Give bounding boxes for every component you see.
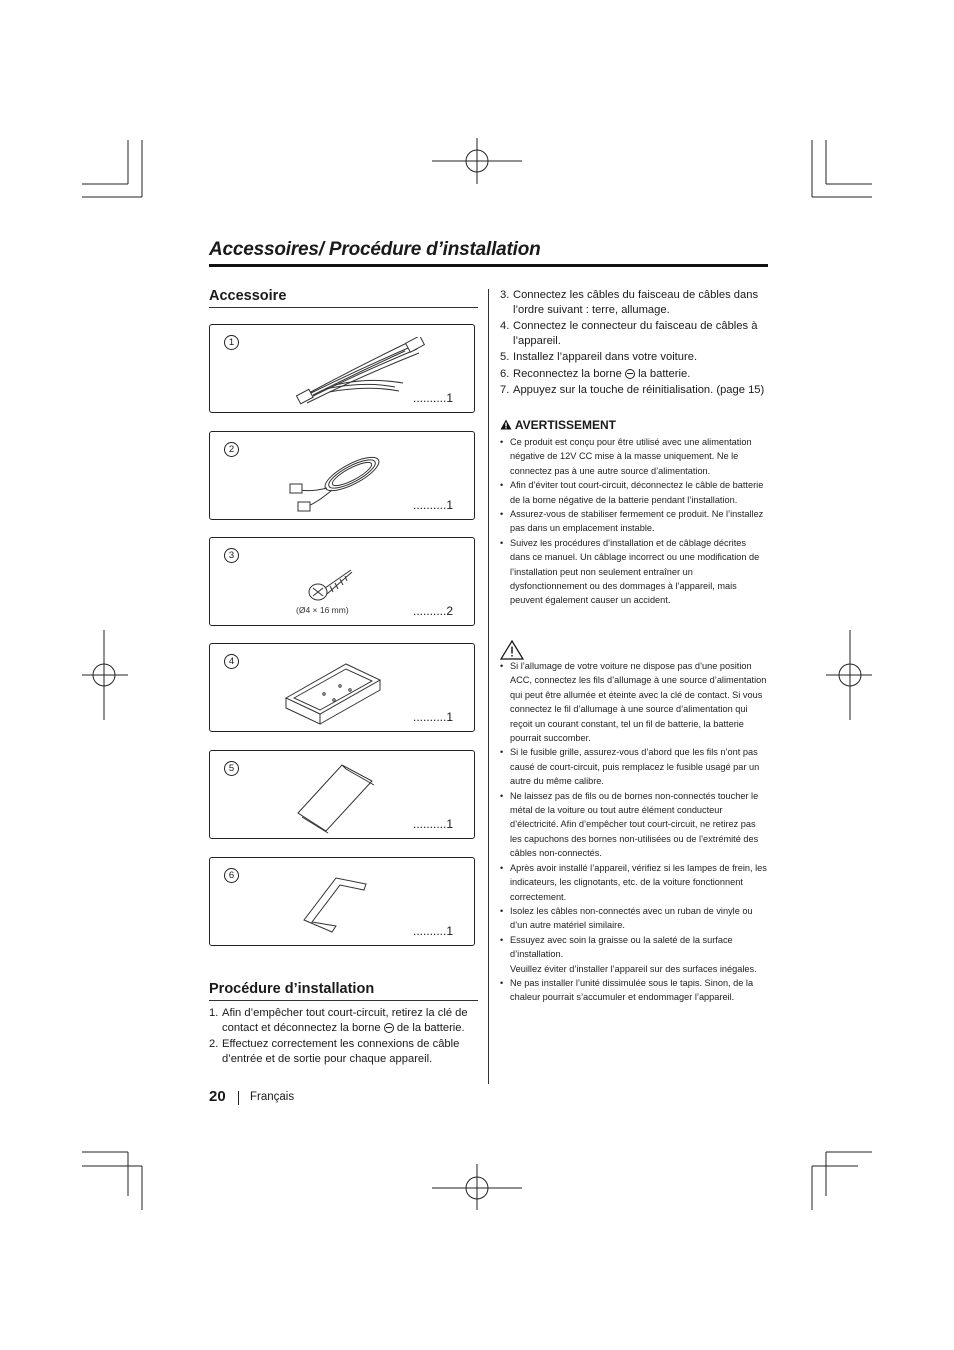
list-item: • Après avoir installé l’appareil, vérifiez si les lampes de frein, les indicateurs, les clignotants, etc. de la voiture fonctionnent correctement. bbox=[500, 861, 768, 904]
item-quantity: ..........1 bbox=[412, 710, 453, 724]
page-title: Accessoires/ Procédure d’installation bbox=[209, 239, 541, 260]
list-item: • Ce produit est conçu pour être utilisé avec une alimentation négative de 12V CC mise à la masse uniquement. Ne le connectez pas à une autre source d’alimentation. bbox=[500, 435, 768, 478]
caution-list bbox=[500, 659, 768, 1005]
list-item: • Afin d’éviter tout court-circuit, déconnectez le câble de batterie de la borne négative de la batterie pendant l’installation. bbox=[500, 478, 768, 507]
removal-tool-icon bbox=[302, 876, 372, 936]
accessoire-rule bbox=[209, 307, 478, 308]
list-item: • Ne laissez pas de fils ou de bornes non-connectés toucher le métal de la voiture ou tout autre élément conducteur d’électricité. Afin d’empêcher tout court-circuit, ne retirez pas les capuchons des bornes non-utilisées ou de l’extrémité des câbles non-connectés. bbox=[500, 789, 768, 861]
list-item: • Essuyez avec soin la graisse ou la saleté de la surface d’installation. Veuillez éviter d’installer l’appareil sur des surfaces inégales. bbox=[500, 933, 768, 976]
wiring-harness-icon bbox=[295, 337, 425, 405]
item-number: 4 bbox=[224, 654, 239, 669]
avertissement-list bbox=[500, 435, 768, 608]
mounting-sleeve-icon bbox=[284, 660, 384, 726]
warning-icon bbox=[500, 419, 512, 430]
step-item: 3. Connectez les câbles du faisceau de câbles dans l’ordre suivant : terre, allumage. bbox=[500, 289, 759, 316]
screw-size-note: (Ø4 × 16 mm) bbox=[296, 605, 349, 615]
title-rule bbox=[209, 264, 768, 267]
procedure-heading: Procédure d’installation bbox=[209, 981, 375, 997]
accessory-item-6 bbox=[209, 857, 475, 946]
step-item: 7. Appuyez sur la touche de réinitialisation. (page 15) bbox=[500, 384, 765, 396]
item-quantity: ..........1 bbox=[412, 817, 453, 831]
avertissement-heading: AVERTISSEMENT bbox=[500, 418, 616, 432]
accessory-item-4 bbox=[209, 643, 475, 732]
list-item: • Si le fusible grille, assurez-vous d’abord que les fils n’ont pas causé de court-circuit, puis remplacez le fusible usagé par un autre du même calibre. bbox=[500, 745, 768, 788]
item-number: 5 bbox=[224, 761, 239, 776]
column-divider bbox=[488, 289, 489, 1084]
item-quantity: ..........1 bbox=[412, 498, 453, 512]
manual-booklet-icon bbox=[296, 763, 376, 835]
procedure-steps-right bbox=[500, 288, 768, 400]
accessoire-heading: Accessoire bbox=[209, 288, 287, 304]
step-item: 2. Effectuez correctement les connexions de câble d’entrée et de sortie pour chaque appareil. bbox=[209, 1038, 460, 1065]
list-item: • Si l’allumage de votre voiture ne dispose pas d’une position ACC, connectez les fils d’allumage à une source d’alimentation qui peut être allumée et éteinte avec la clé de contact. Si vous connectez le fil d’allumage à une source d’alimentation qui reçoit un courant constant, tel un fil de batterie, la batterie pourrait succomber. bbox=[500, 659, 768, 745]
list-item: • Isolez les câbles non-connectés avec un ruban de vinyle ou d’un autre matériel similaire. bbox=[500, 904, 768, 933]
item-number: 2 bbox=[224, 442, 239, 457]
list-item: • Ne pas installer l’unité dissimulée sous le tapis. Sinon, de la chaleur pourrait s’accumuler et endommager l’appareil. bbox=[500, 976, 768, 1005]
extension-cable-icon bbox=[282, 446, 392, 516]
procedure-steps-left bbox=[209, 1006, 475, 1068]
accessory-item-1 bbox=[209, 324, 475, 413]
caution-icon bbox=[500, 640, 524, 660]
page-number: 20 bbox=[209, 1088, 226, 1105]
negative-terminal-icon bbox=[384, 1023, 394, 1033]
step-item: 5. Installez l’appareil dans votre voiture. bbox=[500, 351, 698, 363]
step-item: 1. Afin d’empêcher tout court-circuit, retirez la clé de contact et déconnectez la borne de la batterie. bbox=[209, 1007, 468, 1034]
step-item: 6. Reconnectez la borne la batterie. bbox=[500, 367, 691, 380]
item-quantity: ..........1 bbox=[412, 924, 453, 938]
list-item: • Suivez les procédures d’installation et de câblage décrites dans ce manuel. Un câblage incorrect ou une modification de l’installation peut non seulement entraîner un dysfonctionnement ou des dommages à l’appareil, mais peuvent également causer un accident. bbox=[500, 536, 768, 608]
item-number: 6 bbox=[224, 868, 239, 883]
procedure-rule bbox=[209, 1000, 478, 1001]
accessory-item-5 bbox=[209, 750, 475, 839]
footer-language: Français bbox=[250, 1091, 295, 1103]
item-quantity: ..........2 bbox=[412, 604, 453, 618]
step-item: 4. Connectez le connecteur du faisceau de câbles à l’appareil. bbox=[500, 320, 758, 347]
item-number: 1 bbox=[224, 335, 239, 350]
accessory-item-2 bbox=[209, 431, 475, 520]
negative-terminal-icon bbox=[625, 369, 635, 379]
item-quantity: ..........1 bbox=[412, 391, 453, 405]
item-number: 3 bbox=[224, 548, 239, 563]
footer-divider bbox=[238, 1091, 239, 1105]
list-item: • Assurez-vous de stabiliser fermement ce produit. Ne l’installez pas dans un emplacement instable. bbox=[500, 507, 768, 536]
accessory-item-3 bbox=[209, 537, 475, 626]
screw-icon bbox=[306, 564, 356, 604]
